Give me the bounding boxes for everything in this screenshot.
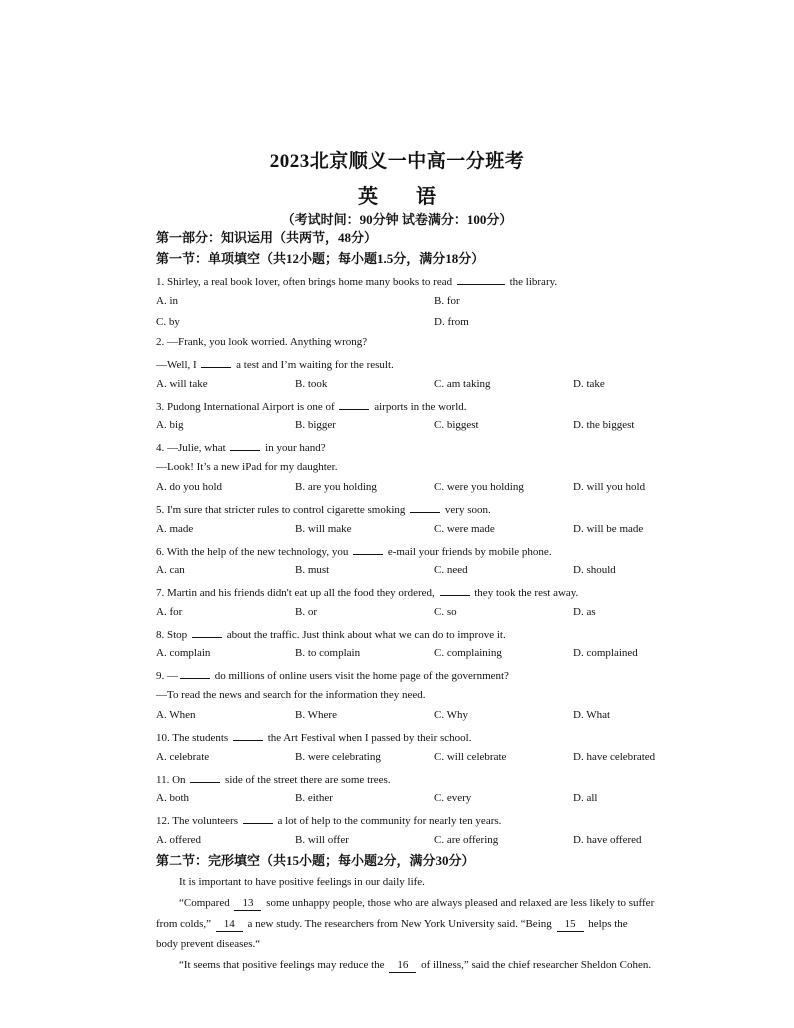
option-a: A. in xyxy=(156,295,178,307)
question-text: airports in the world. xyxy=(374,401,467,413)
option-a: A. big xyxy=(156,419,184,431)
option-c: C. Why xyxy=(434,709,469,721)
question-text: 11. On xyxy=(156,774,186,786)
option-d: D. complained xyxy=(573,647,638,659)
option-d: D. from xyxy=(434,316,469,328)
section2-heading: 第二节：完形填空（共15小题；每小题2分，满分30分） xyxy=(156,853,475,868)
option-d: D. should xyxy=(573,564,616,576)
passage-line: body prevent diseases.“ xyxy=(156,938,261,950)
part1-heading: 第一部分：知识运用（共两节，48分） xyxy=(156,230,378,245)
answer-blank xyxy=(440,584,470,596)
question-text: about the traffic. Just think about what we can do to improve it. xyxy=(226,629,506,641)
answer-blank xyxy=(233,729,263,741)
question-text: —Well, I xyxy=(156,359,197,371)
blank-14: 14 xyxy=(216,917,243,932)
passage-paragraph xyxy=(179,958,651,973)
option-b: B. either xyxy=(295,792,333,804)
question-text: 4. —Julie, what xyxy=(156,442,226,454)
question-text: they took the rest away. xyxy=(474,587,579,599)
option-c: C. were you holding xyxy=(434,481,524,493)
answer-blank xyxy=(243,812,273,824)
answer-blank xyxy=(353,543,383,555)
option-b: B. will offer xyxy=(295,834,349,846)
answer-blank xyxy=(192,626,222,638)
option-b: B. for xyxy=(434,295,460,307)
option-d: D. have offered xyxy=(573,834,642,846)
option-d: D. What xyxy=(573,709,611,721)
question-text: 7. Martin and his friends didn't eat up all the food they ordered, xyxy=(156,587,435,599)
question-text: 10. The students xyxy=(156,732,229,744)
option-c: C. are offering xyxy=(434,834,499,846)
option-a: A. for xyxy=(156,606,183,618)
option-c: C. am taking xyxy=(434,378,491,390)
question-text: 12. The volunteers xyxy=(156,815,238,827)
option-c: C. complaining xyxy=(434,647,502,659)
option-b: B. were celebrating xyxy=(295,751,381,763)
option-c: C. by xyxy=(156,316,180,328)
option-b: B. bigger xyxy=(295,419,336,431)
answer-blank xyxy=(201,356,231,368)
option-c: C. were made xyxy=(434,523,495,535)
option-a: A. celebrate xyxy=(156,751,210,763)
option-d: D. will be made xyxy=(573,523,644,535)
passage-text: “It seems that positive feelings may reduce the xyxy=(179,959,385,971)
passage-text: a new study. The researchers from New York University said. “Being xyxy=(247,918,552,930)
option-c: C. need xyxy=(434,564,468,576)
option-b: B. or xyxy=(295,606,317,618)
question-text: the Art Festival when I passed by their school. xyxy=(267,732,472,744)
option-c: C. every xyxy=(434,792,472,804)
option-b: B. will make xyxy=(295,523,352,535)
question-text: 8. Stop xyxy=(156,629,188,641)
question-text: 9. — xyxy=(156,670,178,682)
option-d: D. take xyxy=(573,378,605,390)
option-d: D. have celebrated xyxy=(573,751,656,763)
question-text: side of the street there are some trees. xyxy=(225,774,391,786)
passage-paragraph xyxy=(179,896,654,911)
option-c: C. will celebrate xyxy=(434,751,507,763)
question-7 xyxy=(156,584,578,600)
exam-info: （考试时间：90分钟 试卷满分：100分） xyxy=(281,212,513,227)
passage-text: from colds,” xyxy=(156,918,211,930)
question-4-reply: —Look! It’s a new iPad for my daughter. xyxy=(156,461,338,473)
option-b: B. to complain xyxy=(295,647,361,659)
question-3 xyxy=(156,398,467,414)
option-a: A. When xyxy=(156,709,196,721)
question-2: 2. —Frank, you look worried. Anything wrong? xyxy=(156,336,368,348)
passage-line xyxy=(156,917,628,932)
exam-title: 2023北京顺义一中高一分班考 xyxy=(269,151,525,172)
blank-16: 16 xyxy=(389,958,416,973)
blank-15: 15 xyxy=(557,917,584,932)
question-text: 6. With the help of the new technology, you xyxy=(156,546,349,558)
question-text: in your hand? xyxy=(265,442,326,454)
section1-heading: 第一节：单项填空（共12小题；每小题1.5分，满分18分） xyxy=(156,251,485,266)
answer-blank xyxy=(230,439,260,451)
option-a: A. will take xyxy=(156,378,208,390)
option-a: A. do you hold xyxy=(156,481,222,493)
passage-text: “Compared xyxy=(179,897,230,909)
question-text: 5. I'm sure that stricter rules to control cigarette smoking xyxy=(156,504,406,516)
question-text: a test and I’m waiting for the result. xyxy=(236,359,394,371)
option-a: A. complain xyxy=(156,647,211,659)
option-a: A. offered xyxy=(156,834,201,846)
option-d: D. as xyxy=(573,606,596,618)
option-d: D. will you hold xyxy=(573,481,646,493)
passage-text: helps the xyxy=(588,918,628,930)
question-2-reply xyxy=(156,356,394,372)
option-b: B. must xyxy=(295,564,330,576)
question-text: e-mail your friends by mobile phone. xyxy=(387,546,552,558)
question-text: 1. Shirley, a real book lover, often brings home many books to read xyxy=(156,276,453,288)
answer-blank xyxy=(180,667,210,679)
option-a: A. can xyxy=(156,564,185,576)
subject-title: 英语 xyxy=(358,186,474,208)
blank-13: 13 xyxy=(234,896,261,911)
option-b: B. Where xyxy=(295,709,337,721)
question-1 xyxy=(156,273,557,289)
option-a: A. made xyxy=(156,523,194,535)
question-text: do millions of online users visit the home page of the government? xyxy=(214,670,509,682)
passage-text: some unhappy people, those who are always pleased and relaxed are less likely to suffer xyxy=(266,897,655,909)
answer-blank xyxy=(410,501,440,513)
question-text: the library. xyxy=(509,276,558,288)
passage-paragraph: It is important to have positive feelings in our daily life. xyxy=(179,876,425,888)
question-6 xyxy=(156,543,552,559)
question-9-reply: —To read the news and search for the information they need. xyxy=(156,689,426,701)
option-a: A. both xyxy=(156,792,189,804)
question-11 xyxy=(156,771,391,787)
answer-blank xyxy=(190,771,220,783)
question-4 xyxy=(156,439,326,455)
question-10 xyxy=(156,729,472,745)
question-text: 3. Pudong International Airport is one of xyxy=(156,401,335,413)
answer-blank xyxy=(339,398,369,410)
question-12 xyxy=(156,812,501,828)
option-c: C. so xyxy=(434,606,457,618)
option-d: D. all xyxy=(573,792,598,804)
question-5 xyxy=(156,501,491,517)
question-text: very soon. xyxy=(444,504,491,516)
option-b: B. took xyxy=(295,378,328,390)
question-8 xyxy=(156,626,506,642)
passage-text: of illness,” said the chief researcher Sheldon Cohen. xyxy=(421,959,652,971)
option-c: C. biggest xyxy=(434,419,479,431)
option-d: D. the biggest xyxy=(573,419,635,431)
question-9 xyxy=(156,667,509,683)
answer-blank xyxy=(457,273,505,285)
question-text: a lot of help to the community for nearly ten years. xyxy=(277,815,502,827)
option-b: B. are you holding xyxy=(295,481,377,493)
